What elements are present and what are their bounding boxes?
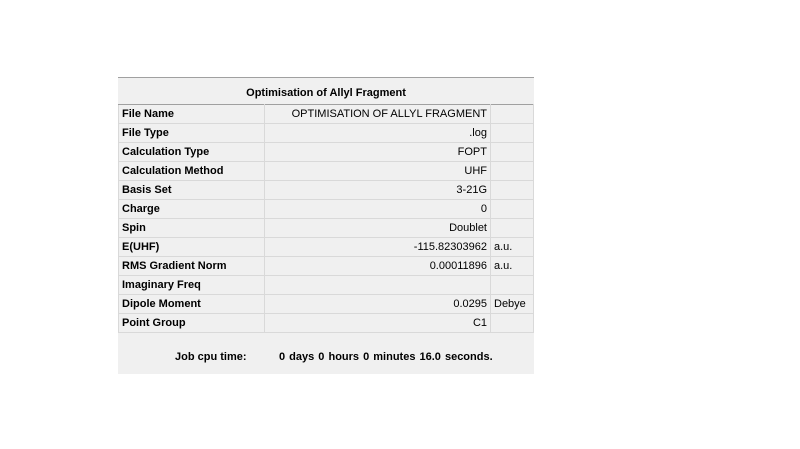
row-unit: [491, 219, 534, 238]
row-label: Point Group: [119, 314, 265, 333]
summary-title: Optimisation of Allyl Fragment: [118, 77, 534, 105]
row-label: Imaginary Freq: [119, 276, 265, 295]
row-label: File Type: [119, 124, 265, 143]
table-row: [119, 105, 534, 124]
row-label: E(UHF): [119, 238, 265, 257]
row-unit: a.u.: [491, 257, 534, 276]
row-value: UHF: [265, 162, 491, 181]
table-row: [119, 162, 534, 181]
row-unit: [491, 162, 534, 181]
row-label: Basis Set: [119, 181, 265, 200]
row-value: .log: [265, 124, 491, 143]
summary-table: [118, 104, 534, 333]
table-row: [119, 257, 534, 276]
cpu-time-value: 0 days 0 hours 0 minutes 16.0 seconds.: [279, 351, 493, 363]
row-value: 0: [265, 200, 491, 219]
row-label: File Name: [119, 105, 265, 124]
table-row: [119, 276, 534, 295]
row-value: 3-21G: [265, 181, 491, 200]
table-row: [119, 200, 534, 219]
summary-panel: [118, 77, 534, 374]
row-unit: [491, 124, 534, 143]
row-unit: [491, 143, 534, 162]
row-unit: Debye: [491, 295, 534, 314]
row-label: Calculation Type: [119, 143, 265, 162]
table-row: [119, 219, 534, 238]
cpu-time-label: Job cpu time:: [175, 351, 247, 363]
row-label: Spin: [119, 219, 265, 238]
table-row: [119, 314, 534, 333]
table-row: [119, 181, 534, 200]
row-unit: [491, 276, 534, 295]
row-label: Charge: [119, 200, 265, 219]
row-value: -115.82303962: [265, 238, 491, 257]
row-unit: a.u.: [491, 238, 534, 257]
row-value: Doublet: [265, 219, 491, 238]
row-label: Dipole Moment: [119, 295, 265, 314]
row-unit: [491, 314, 534, 333]
row-unit: [491, 181, 534, 200]
row-unit: [491, 200, 534, 219]
row-value: 0.00011896: [265, 257, 491, 276]
cpu-time-row: [118, 347, 534, 369]
row-value: FOPT: [265, 143, 491, 162]
table-row: [119, 238, 534, 257]
row-value: OPTIMISATION OF ALLYL FRAGMENT: [265, 105, 491, 124]
table-row: [119, 143, 534, 162]
table-row: [119, 124, 534, 143]
row-value: C1: [265, 314, 491, 333]
table-row: [119, 295, 534, 314]
row-value: [265, 276, 491, 295]
row-unit: [491, 105, 534, 124]
row-label: RMS Gradient Norm: [119, 257, 265, 276]
row-value: 0.0295: [265, 295, 491, 314]
row-label: Calculation Method: [119, 162, 265, 181]
